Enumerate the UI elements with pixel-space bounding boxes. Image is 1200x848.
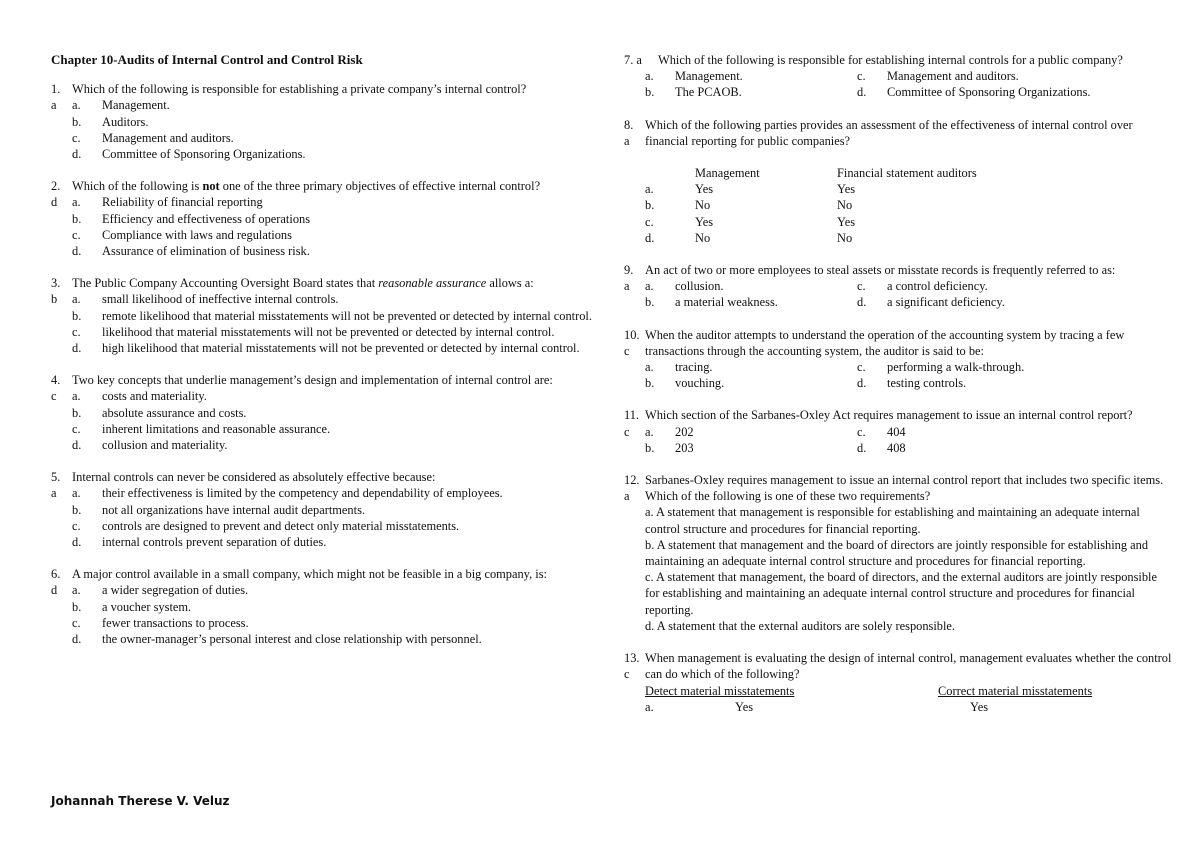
option: d. high likelihood that material misstatements will not be prevented or detected by internal control. [72,341,580,356]
option: a. A statement that management is responsible for establishing and maintaining an adequate internal control structure and procedures for financial reporting. [645,505,1140,536]
option-row: a. Management. c. Management and auditors. [645,69,1019,84]
question-7 [624,52,1174,101]
question-stem: Sarbanes-Oxley requires management to issue an internal control report that includes two specific items. Which of the following is one of these two requirements? [645,473,1164,504]
option: b. not all organizations have internal audit departments. [72,502,365,517]
answer-table [624,683,1174,715]
left-column [51,52,601,663]
question-stem: A major control available in a small company, which might not be feasible in a big company, is: [72,567,547,582]
question-number: 11. [624,408,640,423]
answer-key: a [624,279,630,294]
right-column [624,52,1174,731]
question-11 [624,407,1174,456]
answer-key: d [51,195,58,210]
option: d. Assurance of elimination of business risk. [72,244,310,259]
answer-key: c [624,424,630,439]
question-3: 3. b The Public Company Accounting Oversight Board states that reasonable assurance allows a: a. small likelihood of ineffective internal controls. b. remote likelihood that material misstatements will not be prevented or detected by internal control. c. likelihood that material misstatements will not be prevented or detected by internal control. d. high likelihood that material misstatements will not be prevented or detected by internal control. [51,275,601,356]
answer-key: d [51,583,58,598]
question-stem: Which of the following parties provides an assessment of the effectiveness of internal control over financial reporting for public companies? [645,117,1133,148]
option: d. collusion and materiality. [72,438,228,453]
option: a. Management. [72,98,170,113]
question-number: 8. [624,117,634,132]
table-row: b. No No [645,198,853,213]
option-row: a. 202 c. 404 [645,424,906,439]
question-stem: Which of the following is responsible for establishing a private company’s internal control? [72,82,527,97]
question-stem: Internal controls can never be considered as absolutely effective because: [72,470,436,485]
answer-key: c [624,667,630,682]
option: b. remote likelihood that material misstatements will not be prevented or detected by internal control. [72,308,592,323]
answer-key: c [624,343,630,358]
table-row: a. Yes Yes [645,182,856,197]
question-1 [51,81,601,162]
question-number: 6. [51,567,61,582]
question-number: 5. [51,470,61,485]
option: c. inherent limitations and reasonable assurance. [72,421,331,436]
option: b. Auditors. [72,114,149,129]
option-row: b. 203 d. 408 [645,440,906,455]
answer-key: a [51,98,57,113]
option: b. a voucher system. [72,599,192,614]
question-number: 7. a [624,53,642,67]
answer-key: a [624,133,630,148]
option: d. Committee of Sponsoring Organizations. [72,147,306,162]
option: c. likelihood that material misstatements will not be prevented or detected by internal control. [72,324,555,339]
option: d. the owner-manager’s personal interest and close relationship with personnel. [72,632,482,647]
option: b. Efficiency and effectiveness of operations [72,211,311,226]
option: a. a wider segregation of duties. [72,583,249,598]
question-6 [51,566,601,647]
option: c. fewer transactions to process. [72,615,249,630]
column-header: Detect material misstatements [645,683,795,698]
column-header: Management [695,166,760,181]
option: c. A statement that management, the board of directors, and the external auditors are jointly responsible for establishing and maintaining an adequate internal control structure and procedures for financial reporting. [645,570,1157,617]
question-5 [51,469,601,550]
option: a. costs and materiality. [72,389,207,404]
option: d. internal controls prevent separation of duties. [72,535,327,550]
question-number: 4. [51,373,61,388]
question-stem: Which of the following is responsible for establishing internal controls for a public company? [658,53,1123,67]
column-header: Financial statement auditors [837,166,977,181]
author-name: Johannah Therese V. Veluz [51,794,230,808]
option: c. Compliance with laws and regulations [72,227,292,242]
option: a. their effectiveness is limited by the competency and dependability of employees. [72,486,503,501]
question-10 [624,327,1174,392]
option-row: a. tracing. c. performing a walk-through. [645,360,1025,375]
option-row: b. a material weakness. d. a significant deficiency. [645,295,1005,310]
question-stem: Which section of the Sarbanes-Oxley Act requires management to issue an internal control report? [645,408,1133,423]
question-stem: Two key concepts that underlie management’s design and implementation of internal control are: [72,373,553,388]
question-number: 10. [624,327,640,342]
answer-key: a [51,486,57,501]
question-number: 2. [51,179,61,194]
column-header: Correct material misstatements [938,683,1093,698]
question-2: 2. d Which of the following is not one of the three primary objectives of effective internal control? a. Reliability of financial reporting b. Efficiency and effectiveness of operations c. Compliance with laws and regulations d. Assurance of elimination of business risk. [51,178,601,259]
question-4 [51,372,601,453]
option: b. A statement that management and the board of directors are jointly responsible for establishing and maintaining an adequate internal control structure and procedures for financial reporting. [645,537,1149,569]
table-row: d. No No [645,230,853,245]
answer-key: a [624,489,630,504]
question-12 [624,472,1174,634]
question-stem: When the auditor attempts to understand the operation of the accounting system by tracing a few transactions through the accounting system, the auditor is said to be: [645,327,1125,358]
question-number: 9. [624,263,634,278]
question-number: 3. [51,276,61,291]
table-row: c. Yes Yes [645,214,856,229]
option: d. A statement that the external auditors are solely responsible. [645,618,956,633]
answer-table [624,165,1174,246]
question-stem: An act of two or more employees to steal assets or misstate records is frequently referred to as: [645,263,1116,278]
question-13 [624,650,1174,715]
table-row: a. Yes Yes [645,699,989,714]
option-row: b. The PCAOB. d. Committee of Sponsoring Organizations. [645,85,1091,100]
option: c. Management and auditors. [72,130,234,145]
option: c. controls are designed to prevent and detect only material misstatements. [72,518,460,533]
question-number: 1. [51,82,61,97]
question-number: 13. [624,651,640,666]
question-stem: When management is evaluating the design of internal control, management evaluates whether the control can do which of the following? [645,651,1172,682]
option-row: a. collusion. c. a control deficiency. [645,279,988,294]
answer-key: c [51,389,57,404]
question-number: 12. [624,473,640,488]
option: a. small likelihood of ineffective internal controls. [72,292,339,307]
question-9 [624,262,1174,311]
option: a. Reliability of financial reporting [72,195,263,210]
option: b. absolute assurance and costs. [72,405,247,420]
page-title: Chapter 10-Audits of Internal Control and Control Risk [51,52,363,67]
answer-key: b [51,292,58,307]
option-row: b. vouching. d. testing controls. [645,376,967,391]
question-8 [624,117,1174,246]
